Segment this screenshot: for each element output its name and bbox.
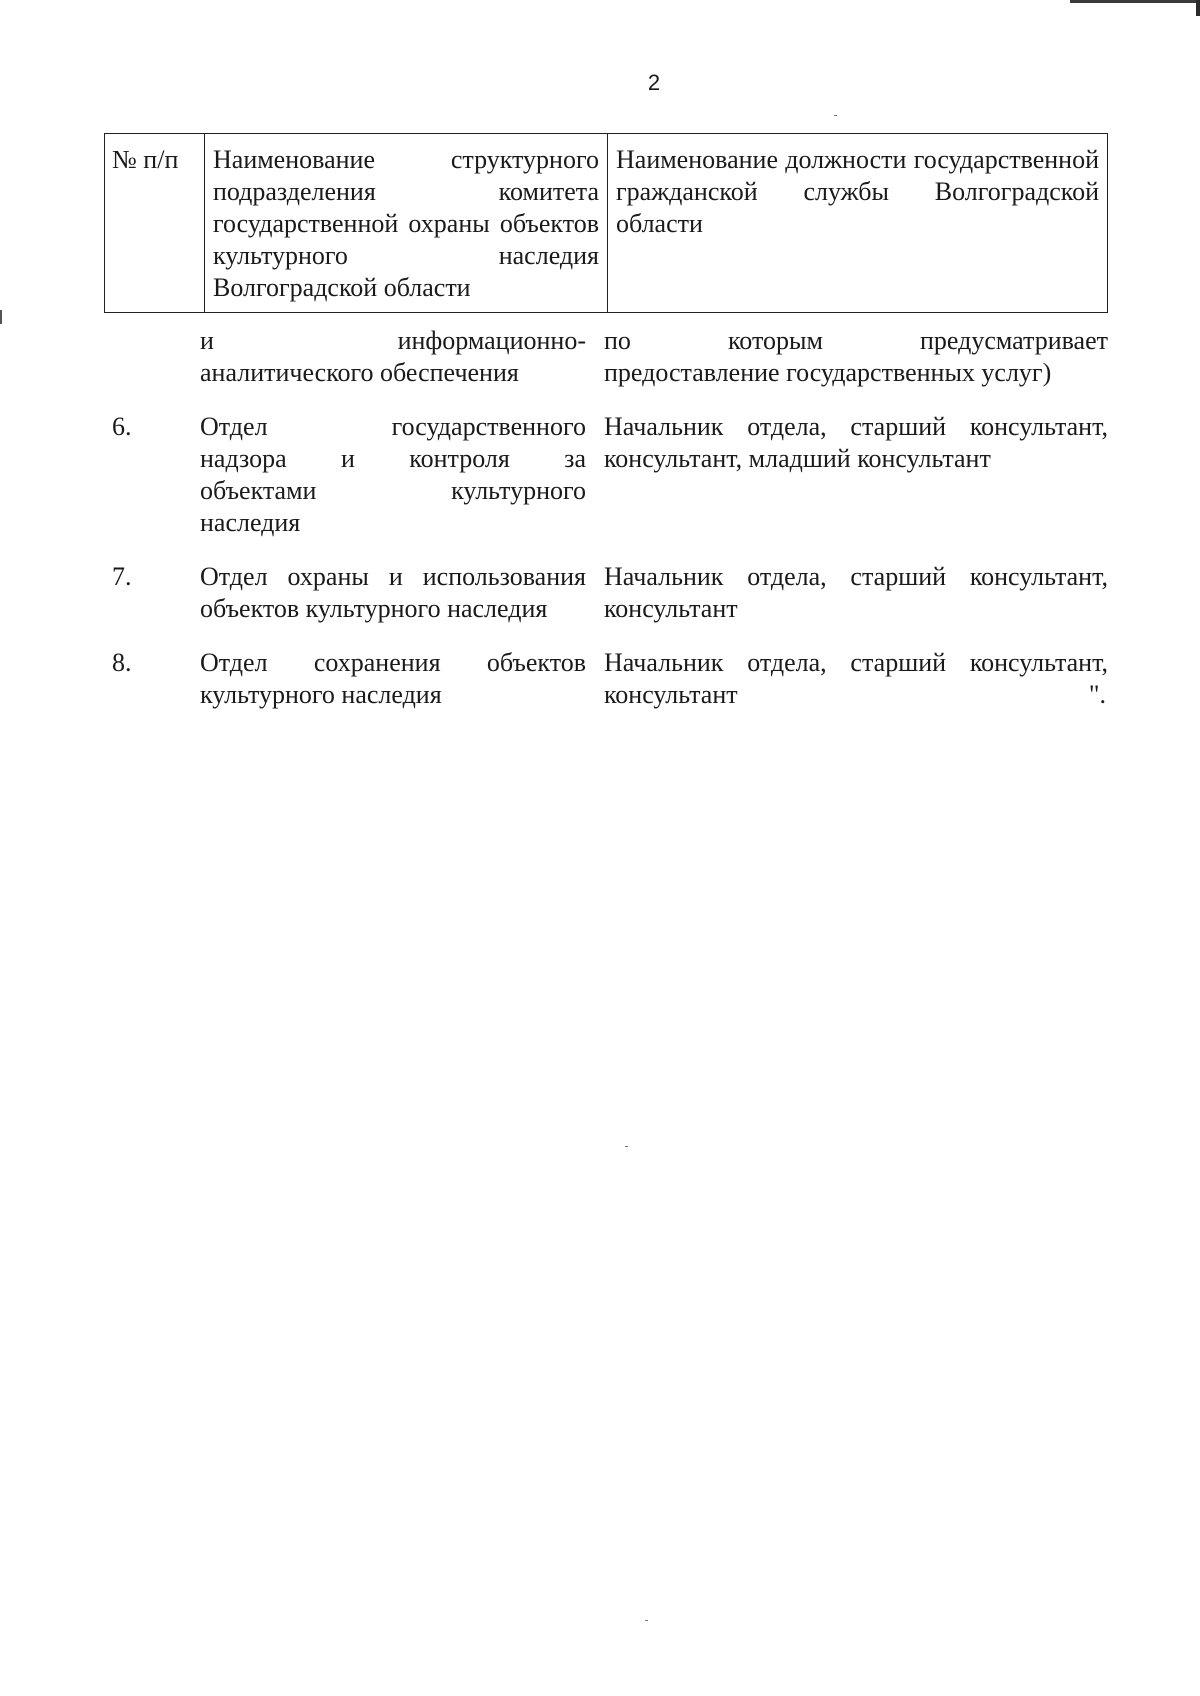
table-row [104, 411, 1108, 539]
scan-speck [834, 115, 837, 116]
scan-speck [645, 1620, 648, 1621]
table-header [104, 133, 1108, 313]
position-line: консультант, младший консультант [604, 444, 991, 473]
department-line: культурного наследия [200, 680, 442, 709]
department-line: наследия [200, 508, 301, 537]
position-line: Начальник отдела, старший консультант, [604, 648, 1108, 677]
row-department [200, 411, 596, 539]
position-line: по которым предусматривает [604, 326, 1108, 355]
row-number: 8. [112, 648, 132, 677]
row-position [596, 325, 1108, 389]
scan-edge-mark [0, 310, 2, 324]
position-line: консультант [604, 594, 738, 623]
department-line: и информационно- [200, 326, 586, 355]
table-header-row [105, 134, 1108, 313]
position-line: консультант [604, 680, 738, 709]
department-line: надзора и контроля за [200, 444, 586, 473]
row-department [200, 647, 596, 711]
table-row [104, 325, 1108, 389]
scan-edge-mark [1070, 0, 1200, 3]
row-number: 6. [112, 412, 132, 441]
department-line: Отдел охраны и использования [200, 562, 586, 591]
row-number [104, 325, 200, 389]
scan-speck [625, 1146, 628, 1147]
position-line: Начальник отдела, старший консультант, [604, 562, 1108, 591]
row-position [596, 561, 1108, 625]
column-header-department: Наименование структурного подразделения комитета государственной охраны объектов культурного наследия Волгоградской области [205, 134, 608, 313]
row-position [596, 411, 1108, 539]
table-row [104, 561, 1108, 625]
closing-quote-mark: ". [1088, 680, 1106, 709]
row-department [200, 561, 596, 625]
table-body [104, 325, 1108, 733]
page-number-text: 2 [647, 70, 661, 95]
position-line-last [604, 679, 1108, 711]
department-line: аналитического обеспечения [200, 358, 519, 387]
page-number [0, 70, 1200, 96]
row-position [596, 647, 1108, 711]
table-row [104, 647, 1108, 711]
column-header-position: Наименование должности государственной гражданской службы Волгоградской области [608, 134, 1108, 313]
row-department [200, 325, 596, 389]
column-header-number: № п/п [105, 134, 205, 313]
position-line: предоставление государственных услуг) [604, 358, 1052, 387]
department-line: объектов культурного наследия [200, 594, 548, 623]
row-number: 7. [112, 562, 132, 591]
department-line: Отдел сохранения объектов [200, 648, 586, 677]
department-line: Отдел государственного [200, 412, 586, 441]
position-line: Начальник отдела, старший консультант, [604, 412, 1108, 441]
department-line: объектами культурного [200, 476, 586, 505]
